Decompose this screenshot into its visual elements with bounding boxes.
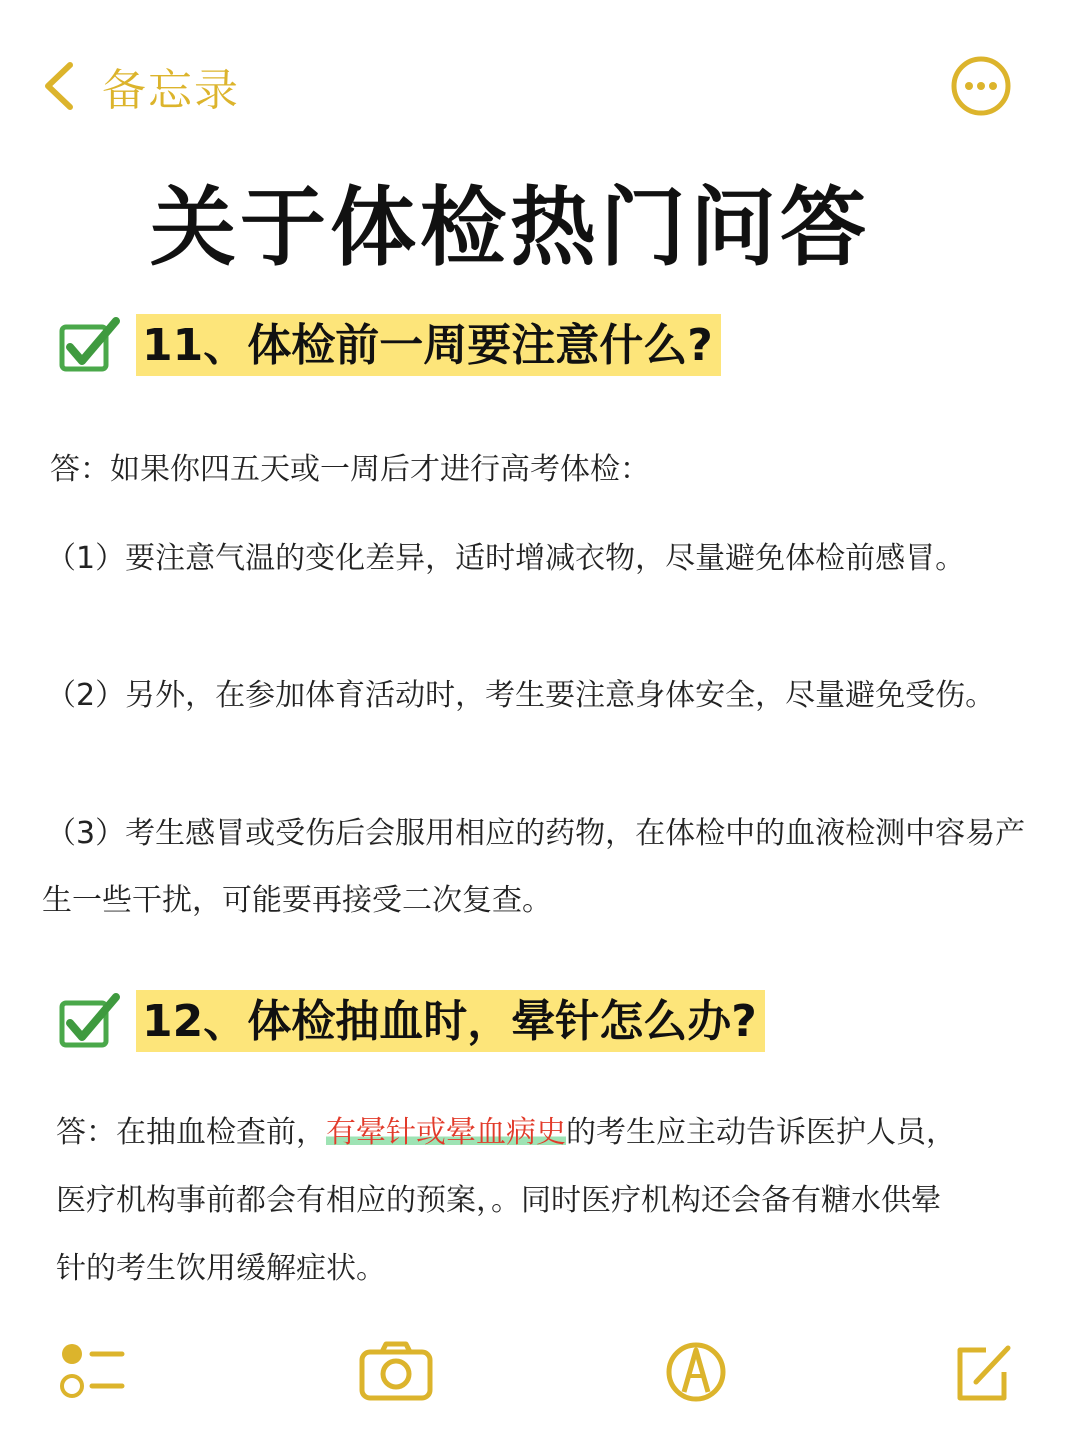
chevron-left-icon	[40, 61, 76, 111]
checklist-icon	[56, 1336, 136, 1406]
markup-pen-icon	[656, 1336, 736, 1406]
section-12-question: 12、体检抽血时，晕针怎么办?	[136, 990, 765, 1052]
checklist-button[interactable]	[56, 1336, 136, 1406]
answer-prefix: 答：在抽血检查前，	[56, 1115, 326, 1150]
section-12-answer-line-3: 针的考生饮用缓解症状。	[56, 1251, 386, 1286]
ellipsis-circle-icon	[951, 56, 1011, 116]
section-11-question: 11、体检前一周要注意什么?	[136, 314, 721, 376]
section-11-header	[58, 314, 721, 376]
section-12-header	[58, 990, 765, 1052]
page-title: 关于体检热门问答	[150, 178, 870, 278]
section-11-item-2: （2）另外，在参加体育活动时，考生要注意身体安全，尽量避免受伤。	[46, 678, 996, 713]
compose-button[interactable]	[946, 1336, 1026, 1406]
checkbox-checked-icon	[58, 317, 122, 373]
back-button[interactable]	[40, 56, 240, 116]
back-label: 备忘录	[102, 65, 240, 116]
answer-highlight: 有晕针或晕血病史	[326, 1115, 566, 1150]
section-11-intro: 答：如果你四五天或一周后才进行高考体检：	[50, 452, 650, 487]
camera-button[interactable]	[356, 1336, 436, 1406]
section-12-answer-line-2: 医疗机构事前都会有相应的预案，。同时医疗机构还会备有糖水供晕	[56, 1183, 941, 1218]
compose-icon	[946, 1336, 1026, 1406]
answer-suffix: 的考生应主动告诉医护人员，	[566, 1115, 956, 1150]
section-11-item-3-continued: 生一些干扰，可能要再接受二次复查。	[42, 883, 552, 918]
section-11-item-1: （1）要注意气温的变化差异，适时增减衣物，尽量避免体检前感冒。	[46, 541, 966, 576]
section-11-item-3: （3）考生感冒或受伤后会服用相应的药物，在体检中的血液检测中容易产	[46, 816, 1026, 851]
markup-button[interactable]	[656, 1336, 736, 1406]
section-12-answer-line-1	[56, 1107, 956, 1151]
more-button[interactable]	[951, 56, 1011, 116]
camera-icon	[356, 1336, 436, 1406]
checkbox-checked-icon	[58, 993, 122, 1049]
